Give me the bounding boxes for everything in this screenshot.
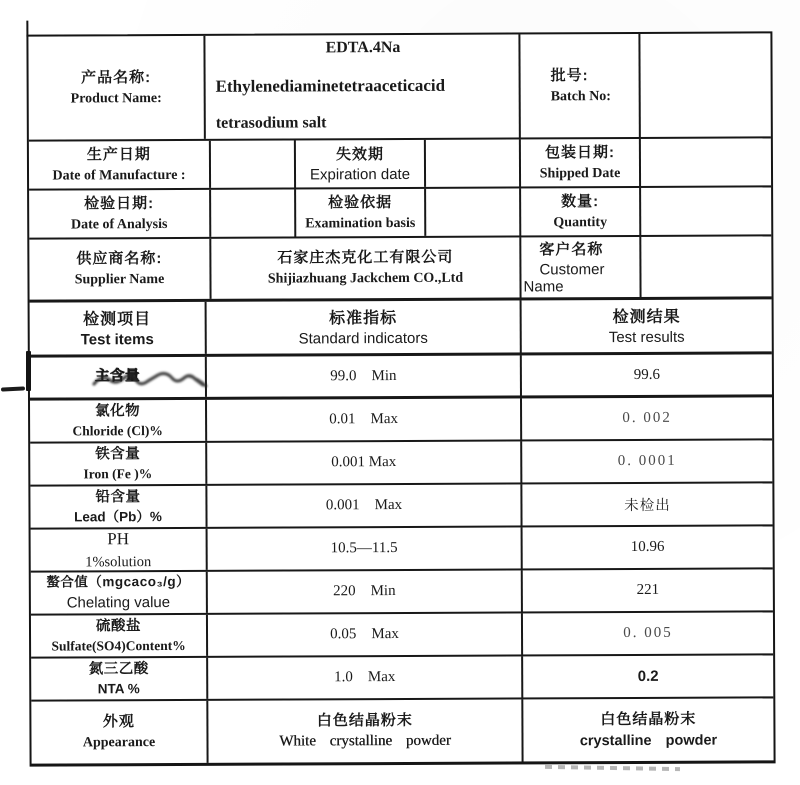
test-row: [30, 440, 772, 486]
result-value-cell: 未检出: [624, 497, 671, 515]
expiration-label-cell: [296, 140, 426, 188]
supplier-label-zh: 供应商名称:: [76, 250, 163, 268]
test-item-zh: 氯化物: [95, 402, 141, 419]
standard-value-cell: 220 Min: [208, 570, 523, 612]
test-item-cell: [30, 357, 207, 398]
test-item-zh: 氮三乙酸: [88, 660, 149, 677]
test-item-zh: 硫酸盐: [95, 617, 142, 634]
customer-label-en2: Name: [523, 278, 564, 296]
header-results-cell: [522, 299, 772, 352]
result-value-cell: 0. 0001: [617, 452, 677, 470]
analysis-label-zh: 检验日期:: [84, 194, 155, 213]
header-standard-zh: 标准指标: [329, 309, 398, 328]
batch-label-en: Batch No:: [550, 88, 611, 104]
test-item-en: Chelating value: [66, 593, 171, 612]
product-label-cell: [28, 36, 205, 140]
manufacture-value-cell: [211, 140, 296, 187]
test-item-cell: [31, 572, 208, 614]
header-standard-en: Standard indicators: [298, 329, 428, 348]
analysis-label-en: Date of Analysis: [70, 216, 168, 233]
product-label-en: Product Name:: [70, 90, 162, 107]
product-name-line2: tetrasodium salt: [215, 114, 327, 132]
header-items-cell: [30, 302, 207, 355]
quantity-label-zh: 数量:: [561, 192, 600, 211]
test-item-cell: [30, 486, 207, 528]
header-items-en: Test items: [80, 331, 154, 349]
examination-label-cell: [296, 189, 426, 237]
test-item-cell: [30, 400, 207, 442]
result-value-cell: 0. 005: [623, 624, 673, 642]
analysis-label-cell: [29, 190, 211, 238]
batch-label-cell: [520, 34, 640, 138]
header-items-zh: 检测项目: [83, 310, 152, 329]
product-name-line1: Ethylenediaminetetraaceticacid: [215, 75, 446, 96]
test-row: [31, 526, 773, 572]
customer-label-cell: [521, 237, 641, 298]
result-value-cell: 0.2: [637, 667, 659, 685]
shipped-label-zh: 包装日期:: [544, 143, 615, 162]
quantity-label-en: Quantity: [553, 214, 608, 230]
supplier-value-en: Shijiazhuang Jackchem CO.,Ltd: [267, 270, 464, 287]
test-item-zh: 主含量: [94, 368, 140, 385]
quantity-label-cell: [521, 188, 641, 236]
header-results-zh: 检测结果: [612, 308, 681, 326]
appearance-standard-en: White crystalline powder: [279, 733, 451, 750]
test-item-en: Lead（Pb）%: [74, 508, 162, 524]
expiration-value-cell: [426, 139, 521, 186]
product-row: [28, 33, 770, 141]
customer-label-zh: 客户名称: [539, 241, 604, 259]
shipped-label-cell: [521, 139, 641, 187]
batch-value-cell: [640, 33, 770, 137]
border-smudge: [26, 351, 31, 391]
examination-value-cell: [426, 188, 521, 235]
bottom-smear-mark: [545, 765, 680, 771]
product-label-zh: 产品名称:: [81, 68, 152, 87]
standard-value-cell: 0.001 Max: [207, 484, 522, 526]
supplier-label-en: Supplier Name: [74, 272, 165, 288]
examination-label-zh: 检验依据: [328, 193, 393, 212]
test-item-en: Iron (Fe )%: [83, 465, 153, 481]
appearance-result-cell: [523, 698, 773, 761]
standard-value-cell: 10.5—11.5: [208, 527, 523, 569]
test-row: [31, 569, 773, 615]
test-row: [31, 612, 773, 658]
manufacture-label-cell: [29, 141, 211, 189]
manufacture-label-zh: 生产日期: [86, 145, 151, 164]
appearance-label-en: Appearance: [82, 735, 156, 751]
test-item-cell: [31, 529, 208, 571]
result-value-cell: 0. 002: [622, 409, 672, 427]
supplier-value-zh: 石家庄杰克化工有限公司: [277, 249, 454, 267]
test-item-cell: [31, 658, 208, 700]
manufacture-label-en: Date of Manufacture :: [52, 167, 186, 184]
stray-mark: [1, 386, 25, 391]
appearance-result-zh: 白色结晶粉末: [600, 710, 697, 729]
standard-value-cell: 1.0 Max: [208, 656, 523, 698]
result-value-cell: 10.96: [630, 538, 665, 555]
standard-value-cell: 0.05 Max: [208, 613, 523, 655]
quantity-value-cell: [641, 187, 771, 235]
header-standard-cell: [207, 300, 522, 353]
test-item-cell: [30, 443, 207, 485]
customer-value-cell: [641, 236, 771, 297]
test-item-zh: 螯合值（mgcaco₃/g）: [46, 574, 191, 590]
expiration-label-en: Expiration date: [309, 165, 411, 184]
test-item-zh: 铅含量: [95, 488, 141, 505]
test-item-en: Sulfate(SO4)Content%: [51, 637, 186, 654]
dates-row-2: [29, 187, 771, 239]
supplier-label-cell: [29, 239, 211, 300]
test-row: [30, 397, 772, 443]
certificate-table: [26, 31, 775, 766]
test-item-zh: 铁含量: [95, 445, 141, 462]
appearance-standard-zh: 白色结晶粉末: [316, 711, 413, 729]
analysis-value-cell: [211, 189, 296, 236]
standard-value-cell: 0.001 Max: [207, 441, 522, 483]
product-value-cell: [205, 34, 520, 138]
supplier-value-cell: [211, 237, 521, 298]
test-item-cell: [31, 615, 208, 657]
dates-row-1: [29, 138, 771, 190]
test-row: [31, 655, 773, 701]
test-item-en: Chloride (Cl)%: [72, 422, 163, 438]
customer-label-en1: Customer: [539, 260, 605, 279]
test-item-en: 1%solution: [85, 553, 152, 571]
product-code: EDTA.4Na: [325, 38, 401, 57]
batch-label-zh: 批号:: [550, 67, 589, 85]
examination-label-en: Examination basis: [305, 215, 416, 231]
test-table-header: [30, 299, 772, 357]
test-item-en: NTA %: [97, 680, 140, 696]
appearance-row: [31, 698, 773, 763]
supplier-row: [29, 236, 771, 302]
shipped-value-cell: [641, 138, 771, 186]
test-item-zh: PH: [107, 529, 130, 549]
appearance-standard-cell: [208, 699, 523, 762]
test-row: [30, 483, 772, 529]
result-value-cell: 221: [636, 581, 660, 598]
result-value-cell: 99.6: [633, 366, 661, 383]
test-row: [30, 354, 772, 400]
appearance-label-cell: [31, 701, 208, 764]
appearance-label-zh: 外观: [102, 713, 135, 731]
standard-value-cell: 0.01 Max: [207, 398, 522, 440]
expiration-label-zh: 失效期: [335, 146, 384, 164]
header-results-en: Test results: [608, 328, 685, 347]
shipped-label-en: Shipped Date: [539, 165, 621, 181]
appearance-result-en: crystalline powder: [579, 732, 718, 749]
standard-value-cell: 99.0 Min: [207, 355, 522, 396]
